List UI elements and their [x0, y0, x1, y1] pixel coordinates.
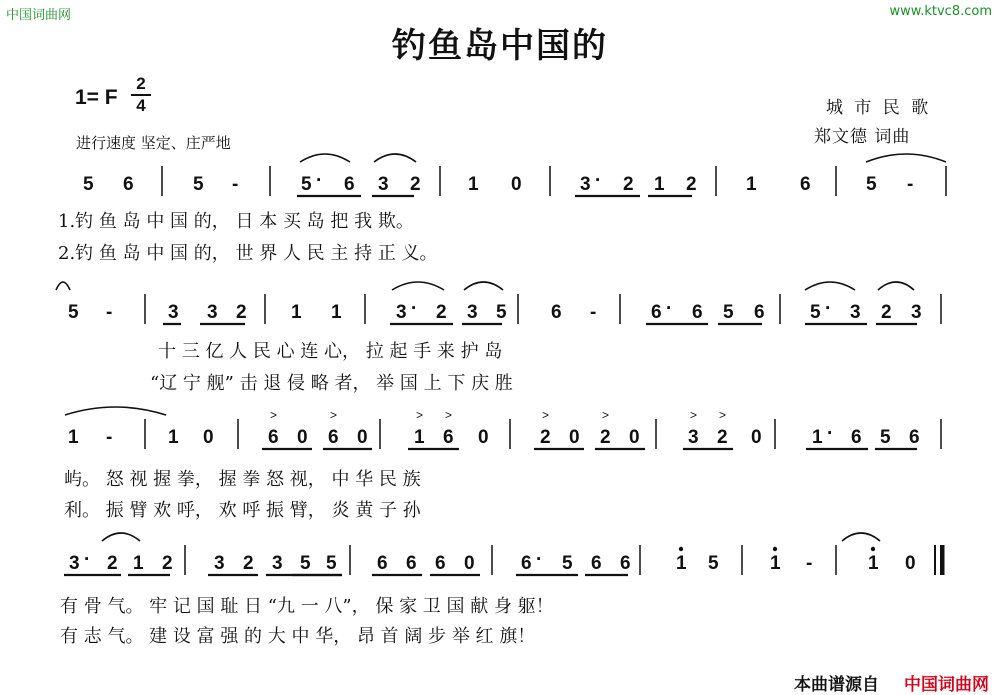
note-r2-20: 5 — [810, 302, 821, 323]
note-r3-16: 3 — [688, 427, 699, 448]
note-r2-23: 2 — [881, 302, 892, 323]
note-r1-9: 2 — [410, 174, 421, 195]
lyric-line-4-2: 有 志 气。 建 设 富 强 的 大 中 华， 昂 首 阔 步 举 红 旗！ — [60, 626, 536, 647]
note-r2-4: 3 — [207, 302, 218, 323]
note-r4-23: - — [806, 553, 813, 574]
lyric-line-2-2: “辽 宁 舰” 击 退 侵 略 者， 举 国 上 下 庆 胜 — [150, 373, 513, 394]
note-r3-5: 6 — [268, 427, 279, 448]
slur-tie — [392, 282, 444, 290]
lyric-line-1-2: 2.钓 鱼 岛 中 国 的， 世 界 人 民 主 持 正 义。 — [58, 243, 438, 264]
note-r4-12: 6 — [406, 553, 417, 574]
footer-site: 中国词曲网 — [904, 675, 989, 695]
note-r4-1: 3 — [69, 553, 80, 574]
note-r4-25: 0 — [905, 553, 916, 574]
note-r1-11: 0 — [511, 174, 522, 195]
note-r2-22: 3 — [850, 302, 861, 323]
note-r2-8: 3 — [396, 302, 407, 323]
note-r2-12: 5 — [496, 302, 507, 323]
note-r3-17: 2 — [717, 427, 728, 448]
note-r2-15: 6 — [651, 302, 662, 323]
note-r4-24: 1 — [868, 553, 879, 574]
high-octave-dot — [871, 547, 875, 551]
note-r4-19: 6 — [620, 553, 631, 574]
note-r3-3: 1 — [168, 427, 179, 448]
note-r3-4: 0 — [203, 427, 214, 448]
note-r2-1: 5 — [68, 302, 79, 323]
note-r1-20: - — [907, 174, 914, 195]
slur-tie — [805, 282, 855, 290]
note-r4-4: 1 — [133, 553, 144, 574]
watermark-right: www.ktvc8.com — [889, 4, 992, 19]
note-r2-16: · — [666, 298, 673, 319]
note-r4-18: 6 — [591, 553, 602, 574]
note-r2-5: 2 — [236, 302, 247, 323]
note-r3-8: 0 — [357, 427, 368, 448]
accent-mark: > — [445, 408, 453, 422]
note-r4-10: 5 — [326, 553, 337, 574]
note-r2-6: 1 — [291, 302, 302, 323]
note-r1-19: 5 — [866, 174, 877, 195]
note-r4-14: 0 — [464, 553, 475, 574]
note-r1-3: 5 — [193, 174, 204, 195]
note-r3-7: 6 — [328, 427, 339, 448]
watermark-left: 中国词曲网 — [6, 8, 72, 23]
slur-tie — [56, 282, 70, 290]
note-r2-11: 3 — [467, 302, 478, 323]
note-r4-22: 1 — [770, 553, 781, 574]
note-r4-15: 6 — [521, 553, 532, 574]
note-r3-15: 0 — [629, 427, 640, 448]
accent-mark: > — [542, 408, 550, 422]
note-r2-13: 6 — [551, 302, 562, 323]
slur-tie — [374, 154, 416, 162]
lyric-line-2-1: 十 三 亿 人 民 心 连 心， 拉 起 手 来 护 岛 — [158, 341, 503, 362]
high-octave-dot — [773, 547, 777, 551]
note-r3-23: 6 — [909, 427, 920, 448]
note-r4-11: 6 — [377, 553, 388, 574]
note-r3-12: 2 — [540, 427, 551, 448]
note-r1-2: 6 — [123, 174, 134, 195]
note-r3-13: 0 — [569, 427, 580, 448]
note-r1-13: · — [595, 170, 602, 191]
song-author: 郑文德 词曲 — [814, 127, 911, 147]
lyric-line-3-1: 屿。 怒 视 握 拳， 握 拳 怒 视， 中 华 民 族 — [64, 469, 421, 490]
note-r4-17: 5 — [562, 553, 573, 574]
note-r4-2: · — [84, 549, 91, 570]
accent-mark: > — [690, 408, 698, 422]
lyric-line-4-1: 有 骨 气。 牢 记 国 耻 日 “九 一 八”， 保 家 卫 国 献 身 躯！ — [60, 596, 554, 617]
note-r1-8: 3 — [378, 174, 389, 195]
slur-tie — [464, 282, 503, 290]
note-r1-6: · — [316, 170, 323, 191]
note-r4-20: 1 — [676, 553, 687, 574]
lyric-line-3-2: 利。 振 臂 欢 呼， 欢 呼 振 臂， 炎 黄 子 孙 — [64, 500, 421, 521]
meter-top: 2 — [136, 74, 146, 93]
note-r4-5: 2 — [162, 553, 173, 574]
song-origin: 城 市 民 歌 — [826, 98, 932, 118]
note-r3-2: - — [106, 427, 113, 448]
note-r2-21: · — [825, 298, 832, 319]
accent-mark: > — [602, 408, 610, 422]
note-r2-17: 6 — [692, 302, 703, 323]
high-octave-dot — [679, 547, 683, 551]
note-r2-3: 3 — [168, 302, 179, 323]
footer-source: 本曲谱源自 — [794, 675, 879, 695]
note-r3-22: 5 — [880, 427, 891, 448]
note-r3-1: 1 — [68, 427, 79, 448]
note-r1-14: 2 — [623, 174, 634, 195]
note-r2-9: · — [411, 298, 418, 319]
note-r3-11: 0 — [478, 427, 489, 448]
accent-mark: > — [416, 408, 424, 422]
note-r3-6: 0 — [297, 427, 308, 448]
note-r3-14: 2 — [600, 427, 611, 448]
note-r1-10: 1 — [468, 174, 479, 195]
slur-tie — [878, 282, 914, 290]
tempo-marking: 进行速度 坚定、庄严地 — [76, 134, 231, 152]
note-r2-19: 6 — [754, 302, 765, 323]
note-r3-19: 1 — [812, 427, 823, 448]
note-r4-8: 3 — [272, 553, 283, 574]
note-r1-4: - — [232, 174, 239, 195]
note-r4-13: 6 — [435, 553, 446, 574]
note-r4-9: 5 — [300, 553, 311, 574]
note-r1-16: 2 — [686, 174, 697, 195]
note-r3-18: 0 — [751, 427, 762, 448]
song-title: 钓鱼岛中国的 — [392, 26, 608, 66]
meter-bottom: 4 — [136, 96, 146, 115]
lyric-line-1-1: 1.钓 鱼 岛 中 国 的， 日 本 买 岛 把 我 欺。 — [58, 211, 414, 232]
note-r4-21: 5 — [708, 553, 719, 574]
slur-tie — [300, 154, 350, 162]
note-r2-14: - — [590, 302, 597, 323]
accent-mark: > — [270, 408, 278, 422]
note-r1-18: 6 — [800, 174, 811, 195]
note-r3-10: 6 — [443, 427, 454, 448]
note-r1-7: 6 — [344, 174, 355, 195]
slur-tie — [102, 533, 140, 541]
note-r2-24: 3 — [911, 302, 922, 323]
slur-tie — [866, 154, 946, 162]
final-barline — [940, 545, 945, 575]
note-r2-2: - — [106, 302, 113, 323]
note-r4-3: 2 — [107, 553, 118, 574]
note-r3-21: 6 — [851, 427, 862, 448]
note-r1-1: 5 — [83, 174, 94, 195]
note-r4-16: · — [536, 549, 543, 570]
note-r4-6: 3 — [214, 553, 225, 574]
note-r2-18: 5 — [723, 302, 734, 323]
note-r3-9: 1 — [414, 427, 425, 448]
note-r4-7: 2 — [243, 553, 254, 574]
note-r1-15: 1 — [654, 174, 665, 195]
key-signature: 1= F — [75, 86, 118, 109]
slur-tie — [842, 533, 880, 541]
note-r2-7: 1 — [331, 302, 342, 323]
note-r3-20: · — [827, 423, 834, 444]
note-r1-12: 3 — [580, 174, 591, 195]
note-r2-10: 2 — [436, 302, 447, 323]
accent-mark: > — [719, 408, 727, 422]
note-r1-5: 5 — [301, 174, 312, 195]
slur-tie — [65, 407, 166, 415]
note-r1-17: 1 — [746, 174, 757, 195]
accent-mark: > — [330, 408, 338, 422]
